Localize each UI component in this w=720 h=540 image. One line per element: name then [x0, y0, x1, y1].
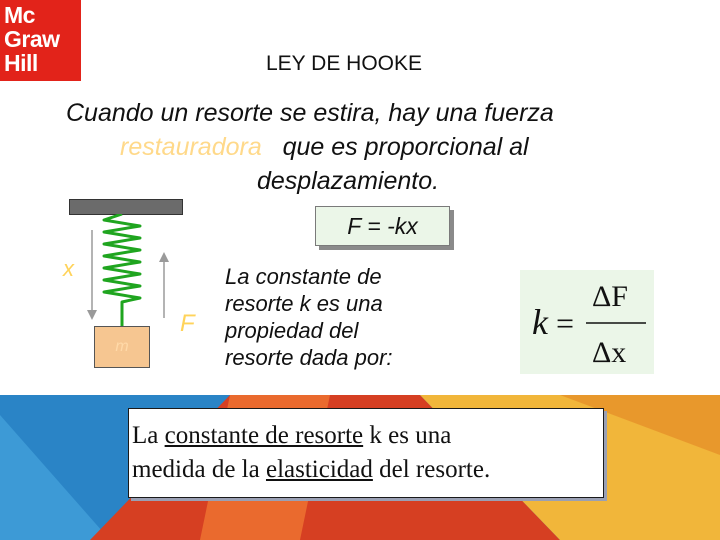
description-line-2: resorte k es una	[225, 291, 383, 316]
logo-line-2: Graw	[4, 26, 60, 52]
restauradora-highlight: restauradora	[120, 133, 262, 161]
elasticity-note-card	[128, 408, 604, 498]
intro-line-2-rest: que es proporcional al	[282, 133, 529, 161]
displacement-arrows	[60, 210, 180, 320]
card-line-2	[132, 453, 603, 487]
card-text-3: medida de la	[132, 456, 266, 483]
equation-equals: =	[556, 305, 575, 341]
equation-denominator: Δx	[592, 336, 627, 369]
equation-graphic	[520, 270, 654, 374]
equation-lhs: k	[532, 302, 548, 342]
mass-block	[94, 326, 150, 368]
logo-line-1: Mc	[4, 2, 35, 28]
hooke-formula-box: F = -kx	[315, 206, 450, 246]
card-text-4: del resorte.	[372, 456, 491, 483]
mass-label: m	[115, 338, 129, 355]
intro-line-3: desplazamiento.	[257, 167, 440, 195]
logo-line-3: Hill	[4, 50, 38, 76]
slide-title: LEY DE HOOKE	[266, 52, 423, 75]
card-line-1	[132, 419, 603, 453]
card-text-1: La	[132, 422, 165, 449]
mcgraw-hill-logo	[0, 0, 81, 81]
card-underline-1: constante de resorte	[164, 422, 364, 449]
card-text-2: k es una	[363, 422, 452, 449]
displacement-label: x	[63, 256, 74, 281]
intro-line-2	[120, 130, 529, 164]
spring-constant-description	[225, 263, 465, 371]
equation-numerator: ΔF	[592, 280, 628, 313]
description-line-4: resorte dada por:	[225, 345, 393, 370]
card-underline-2: elasticidad	[265, 456, 373, 483]
spring-constant-equation	[520, 270, 654, 374]
force-label: F	[180, 310, 195, 337]
description-line-3: propiedad del	[225, 318, 359, 343]
description-line-1: La constante de	[225, 264, 382, 289]
intro-line-1: Cuando un resorte se estira, hay una fuerza	[66, 99, 554, 127]
